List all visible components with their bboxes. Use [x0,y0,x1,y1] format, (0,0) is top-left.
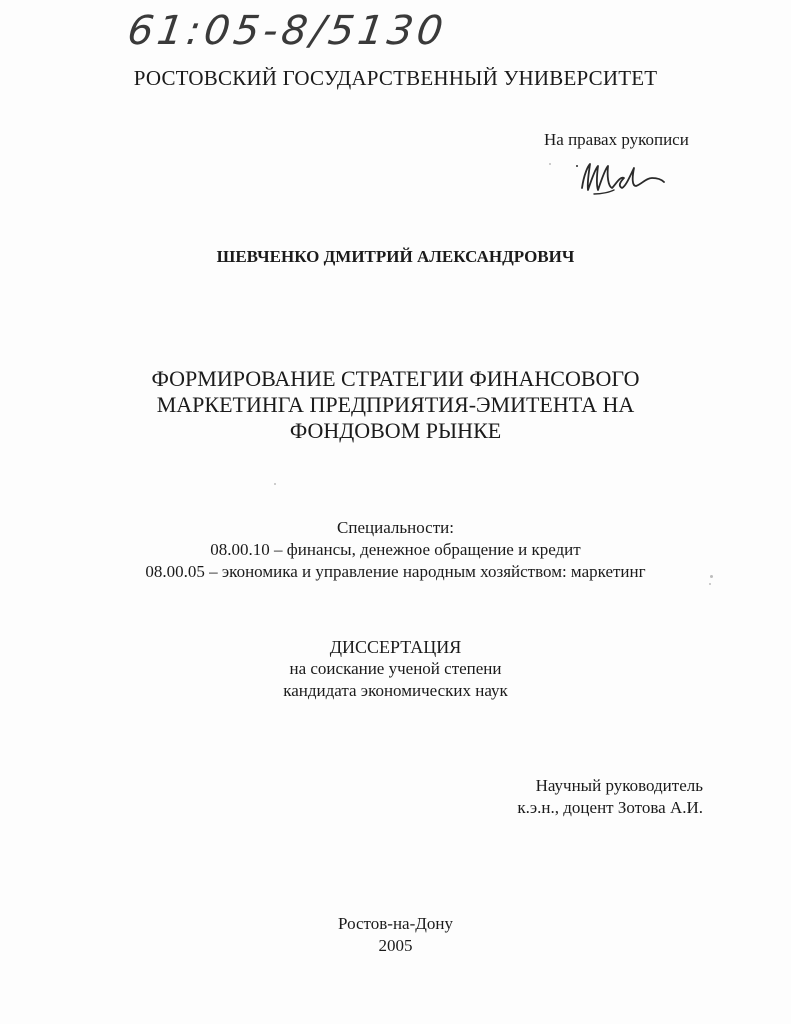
specialties-heading: Специальности: [337,518,454,537]
dissertation-heading: ДИССЕРТАЦИЯ [329,637,462,657]
dissertation-title [0,366,791,444]
supervisor-label: Научный руководитель [535,776,703,795]
city: Ростов-на-Дону [338,914,453,933]
scan-speck [710,575,713,578]
university-name: РОСТОВСКИЙ ГОСУДАРСТВЕННЫЙ УНИВЕРСИТЕТ [133,66,658,90]
year: 2005 [378,936,413,955]
supervisor-block [503,775,703,819]
degree-line: на соискание ученой степени [289,659,502,678]
specialty-item: 08.00.05 – экономика и управление народным хозяйством: маркетинг [145,562,646,581]
degree-line: кандидата экономических наук [283,681,508,700]
title-line: ФОРМИРОВАНИЕ СТРАТЕГИИ ФИНАНСОВОГО [151,366,640,391]
scan-speck [709,583,711,585]
rights-note: На правах рукописи [544,130,689,149]
supervisor-name: к.э.н., доцент Зотова А.И. [517,798,703,817]
archive-number: 61:05-8/5130 [124,8,450,54]
specialty-item: 08.00.10 – финансы, денежное обращение и кредит [210,540,581,559]
place-and-year [0,913,791,957]
signature-image [574,154,674,204]
author-name: ШЕВЧЕНКО ДМИТРИЙ АЛЕКСАНДРОВИЧ [216,247,575,266]
dissertation-block [0,636,791,702]
title-line: ФОНДОВОМ РЫНКЕ [289,418,502,443]
specialties-block [0,517,791,583]
scan-speck [274,483,276,485]
title-line: МАРКЕТИНГА ПРЕДПРИЯТИЯ-ЭМИТЕНТА НА [156,392,635,417]
scan-speck [549,163,551,165]
